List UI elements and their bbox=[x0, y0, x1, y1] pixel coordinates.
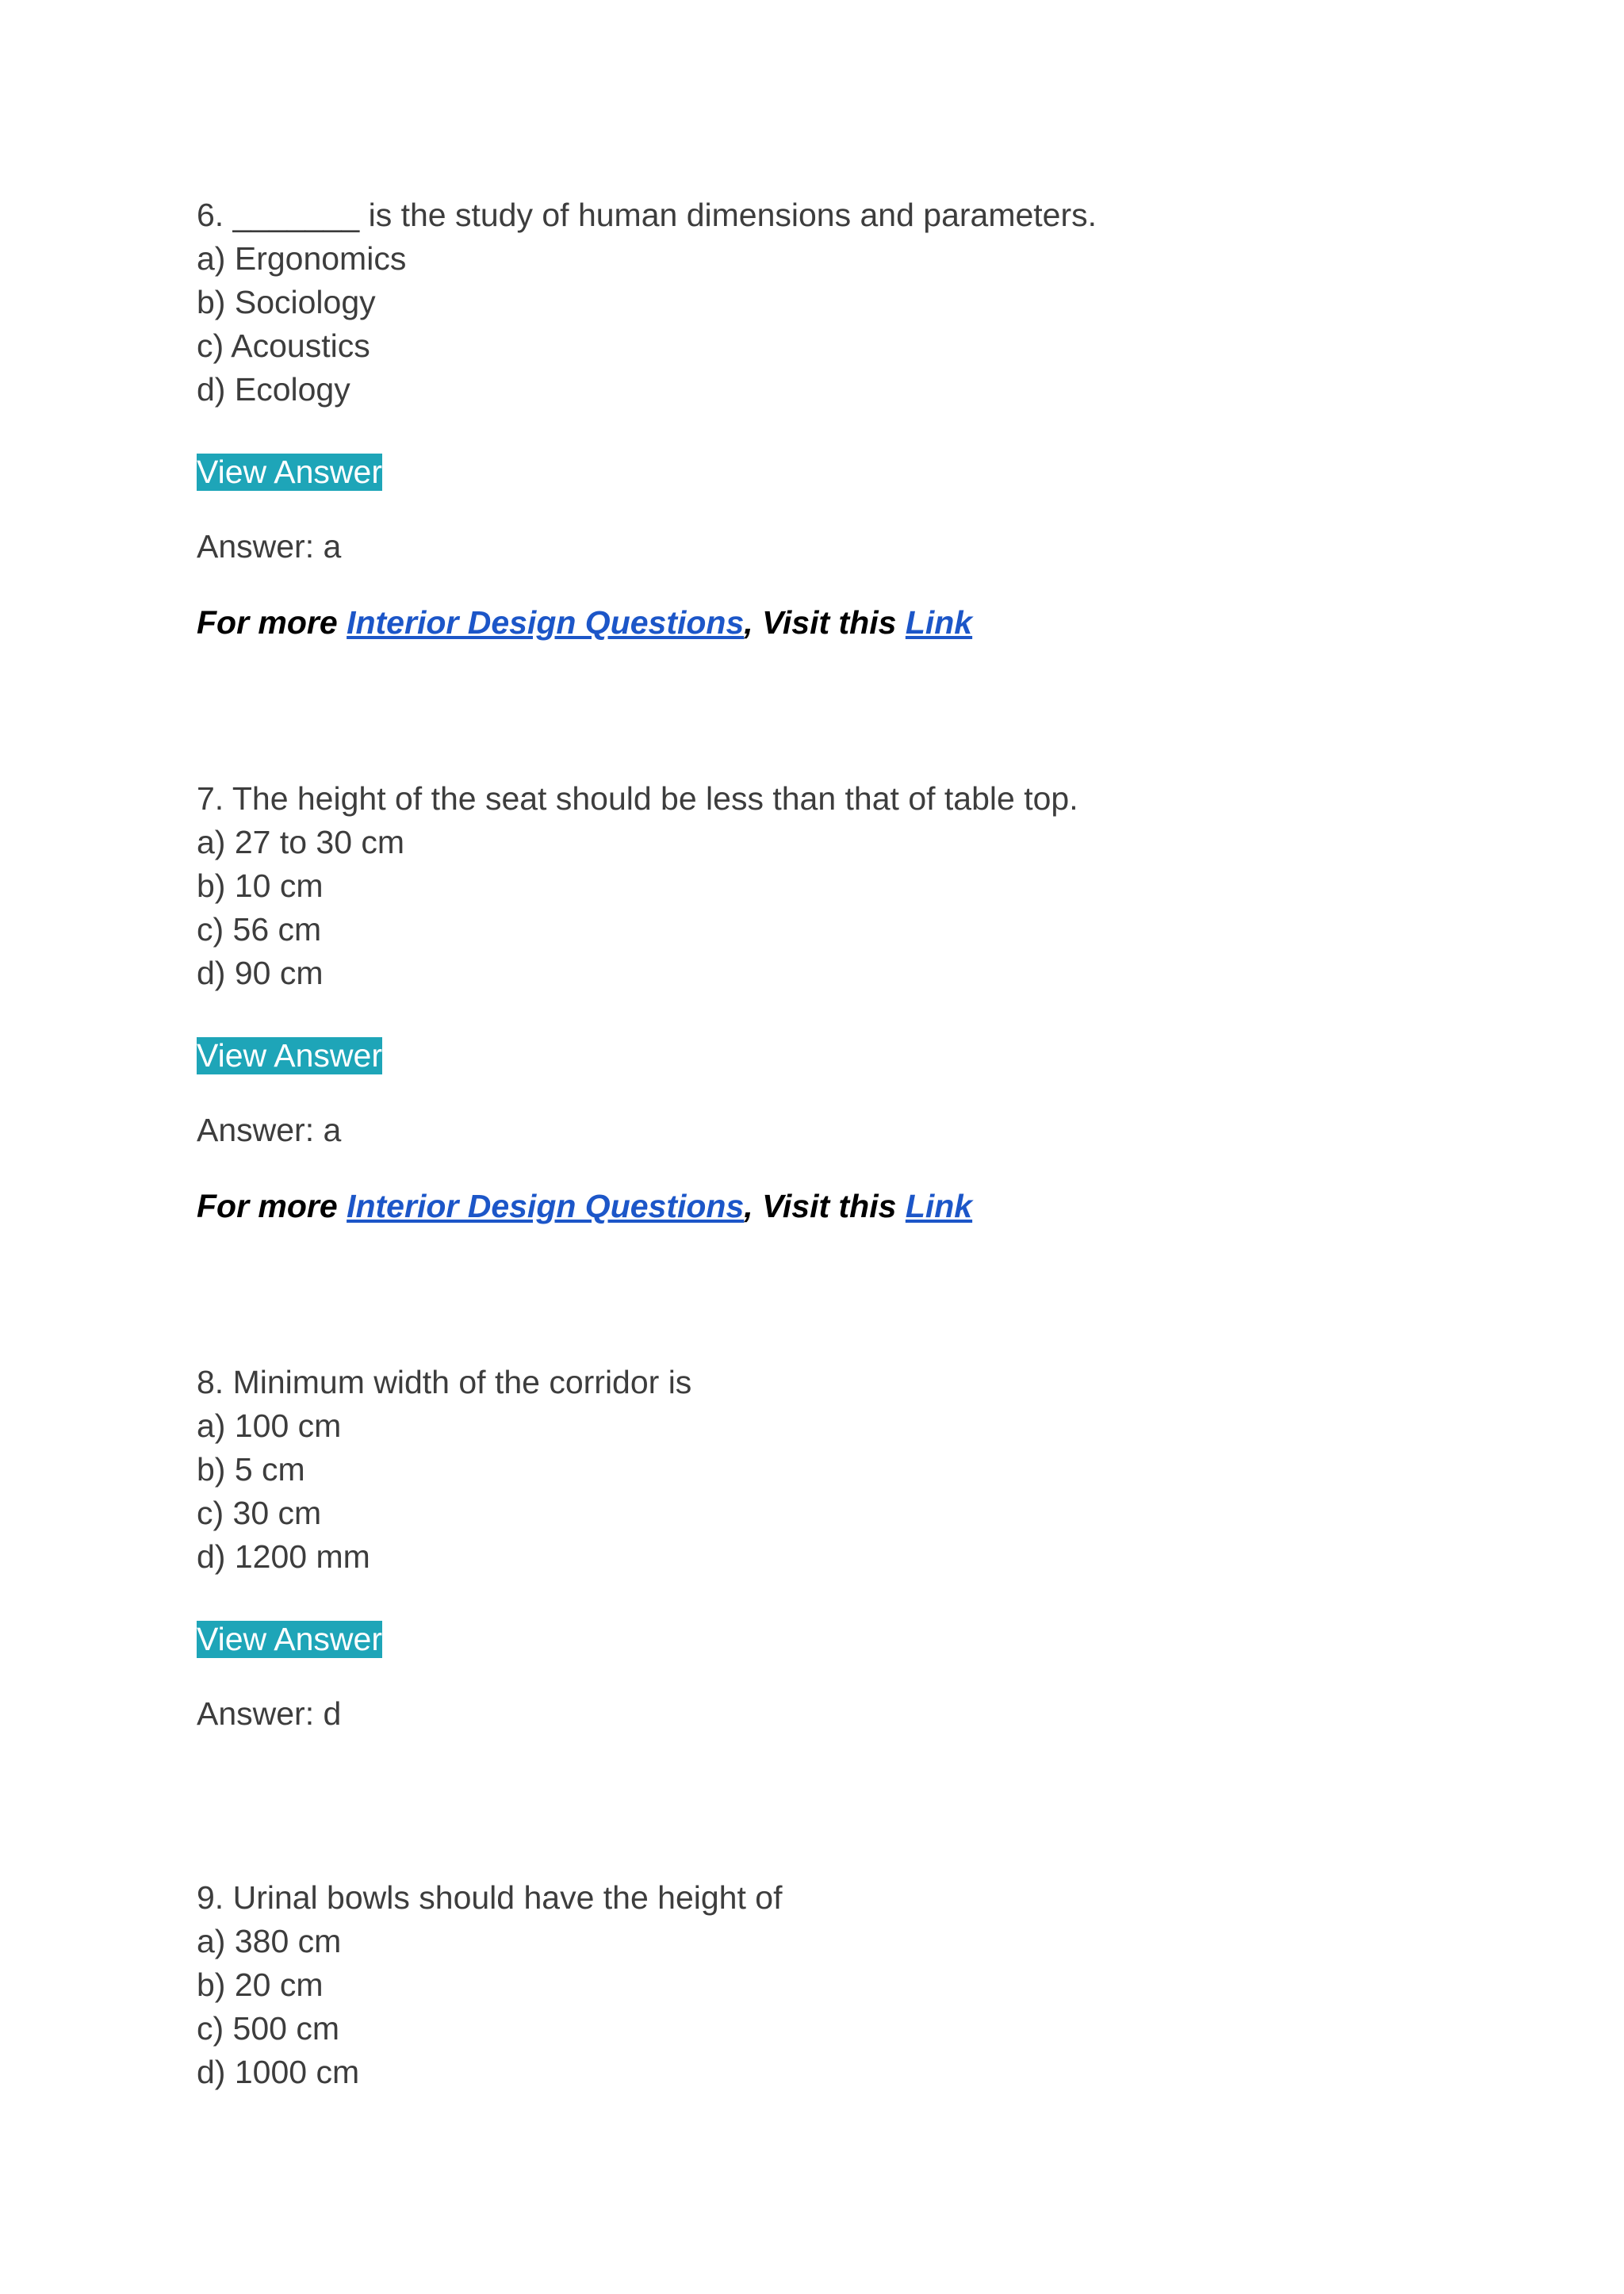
option-c: c) 30 cm bbox=[197, 1495, 322, 1531]
question-8 bbox=[197, 1361, 1465, 1736]
more-questions-line bbox=[197, 1185, 1465, 1228]
option-b: b) 5 cm bbox=[197, 1451, 305, 1488]
more-prefix: For more bbox=[197, 604, 347, 641]
option-d: d) 1200 mm bbox=[197, 1538, 370, 1575]
option-b: b) 20 cm bbox=[197, 1967, 324, 2003]
spacer bbox=[197, 1261, 1465, 1361]
spacer bbox=[197, 677, 1465, 777]
visit-link[interactable]: Link bbox=[905, 1188, 973, 1224]
interior-design-questions-link[interactable]: Interior Design Questions bbox=[347, 604, 745, 641]
answer-text: Answer: d bbox=[197, 1695, 342, 1732]
question-text: 9. Urinal bowls should have the height of bbox=[197, 1879, 783, 1916]
view-answer-button[interactable]: View Answer bbox=[197, 1037, 382, 1074]
option-c: c) 500 cm bbox=[197, 2010, 339, 2047]
option-d: d) 1000 cm bbox=[197, 2054, 360, 2090]
document-page bbox=[197, 193, 1465, 2094]
more-prefix: For more bbox=[197, 1188, 347, 1224]
option-c: c) 56 cm bbox=[197, 911, 322, 948]
question-7 bbox=[197, 777, 1465, 1228]
interior-design-questions-link[interactable]: Interior Design Questions bbox=[347, 1188, 745, 1224]
view-answer-button[interactable]: View Answer bbox=[197, 454, 382, 490]
more-middle: , Visit this bbox=[744, 604, 906, 641]
option-d: d) 90 cm bbox=[197, 955, 324, 991]
view-answer-button[interactable]: View Answer bbox=[197, 1621, 382, 1657]
option-b: b) Sociology bbox=[197, 284, 376, 320]
option-a: a) 27 to 30 cm bbox=[197, 824, 405, 860]
question-9 bbox=[197, 1876, 1465, 2094]
more-questions-line bbox=[197, 601, 1465, 645]
question-text: 8. Minimum width of the corridor is bbox=[197, 1364, 692, 1400]
option-a: a) 100 cm bbox=[197, 1407, 342, 1444]
more-middle: , Visit this bbox=[744, 1188, 906, 1224]
question-6 bbox=[197, 193, 1465, 645]
option-b: b) 10 cm bbox=[197, 867, 324, 904]
option-a: a) 380 cm bbox=[197, 1923, 342, 1959]
question-text: 7. The height of the seat should be less than that of table top. bbox=[197, 780, 1078, 817]
question-text: 6. _______ is the study of human dimensions and parameters. bbox=[197, 197, 1097, 233]
option-c: c) Acoustics bbox=[197, 327, 370, 364]
answer-text: Answer: a bbox=[197, 528, 342, 565]
option-a: a) Ergonomics bbox=[197, 240, 407, 277]
visit-link[interactable]: Link bbox=[905, 604, 973, 641]
spacer bbox=[197, 1768, 1465, 1876]
option-d: d) Ecology bbox=[197, 371, 350, 408]
answer-text: Answer: a bbox=[197, 1112, 342, 1148]
